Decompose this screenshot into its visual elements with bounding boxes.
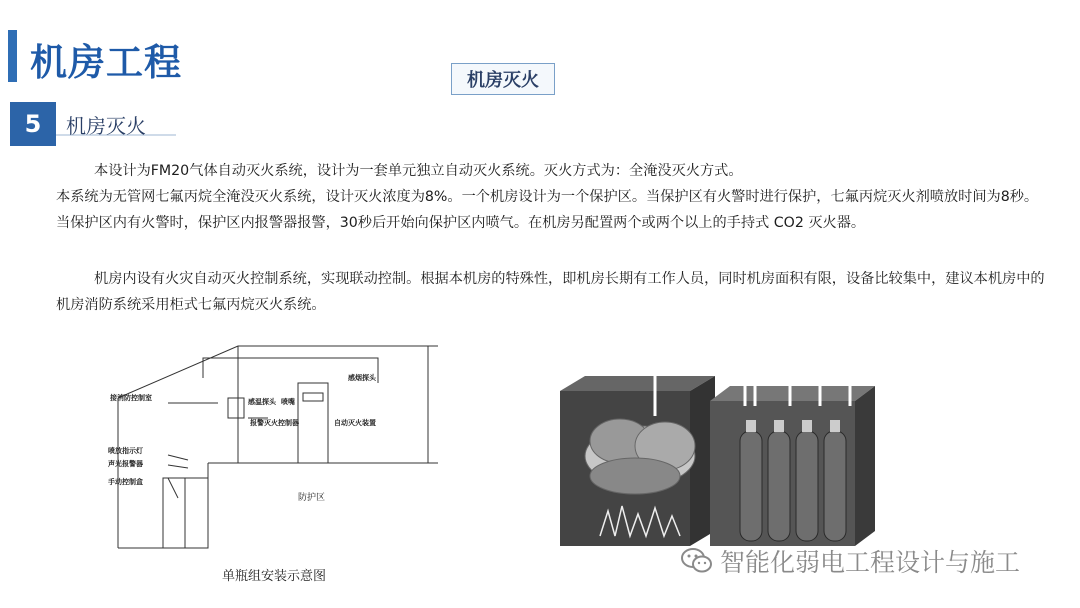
installation-schematic xyxy=(108,338,438,563)
label-manual-box: 手动控制盒 xyxy=(108,478,143,486)
label-nozzle: 喷嘴 xyxy=(281,398,295,406)
subtitle-box: 机房灭火 xyxy=(451,63,555,95)
wechat-icon xyxy=(680,546,714,576)
title-accent-bar xyxy=(8,30,17,82)
section-title: 机房灭火 xyxy=(66,114,146,138)
paragraph-3: 机房内设有火灾自动灭火控制系统，实现联动控制。根据本机房的特殊性，即机房长期有工作人员，同时机房面积有限，设备比较集中，建议本机房中的机房消防系统采用柜式七氟丙烷灭火系统。 xyxy=(56,271,1045,313)
label-indicator-light: 喷放指示灯 xyxy=(108,447,143,455)
watermark xyxy=(680,542,1020,580)
paragraph-2: 本系统为无管网七氟丙烷全淹没灭火系统，设计灭火浓度为8%。一个机房设计为一个保护区。当保护区有火警时进行保护，七氟丙烷灭火剂喷放时间为8秒。当保护区内有火警时，保护区内报警器报警，30秒后开始向保护区内喷气。在机房另配置两个或两个以上的手持式 CO2 灭火器。 xyxy=(56,189,1039,231)
watermark-text: 智能化弱电工程设计与施工 xyxy=(720,548,1021,577)
label-alarm: 声光报警器 xyxy=(108,460,143,468)
paragraph-1: 本设计为FM20气体自动灭火系统，设计为一套单元独立自动灭火系统。灭火方式为：全淹没灭火方式。 xyxy=(94,163,743,179)
label-protection-zone: 防护区 xyxy=(298,493,326,503)
gas-suppression-illustration xyxy=(560,346,880,546)
label-fire-control-room: 接消防控制室 xyxy=(110,394,152,402)
label-temp-sensor: 感温探头 xyxy=(248,398,276,406)
page-title: 机房工程 xyxy=(30,41,182,84)
figure-caption: 单瓶组安装示意图 xyxy=(222,569,327,584)
section-number: 5 xyxy=(10,102,56,146)
label-auto-device: 自动灭火装置 xyxy=(334,419,376,427)
label-controller: 报警灭火控制器 xyxy=(250,419,299,427)
label-smoke-sensor: 感烟探头 xyxy=(348,374,376,382)
